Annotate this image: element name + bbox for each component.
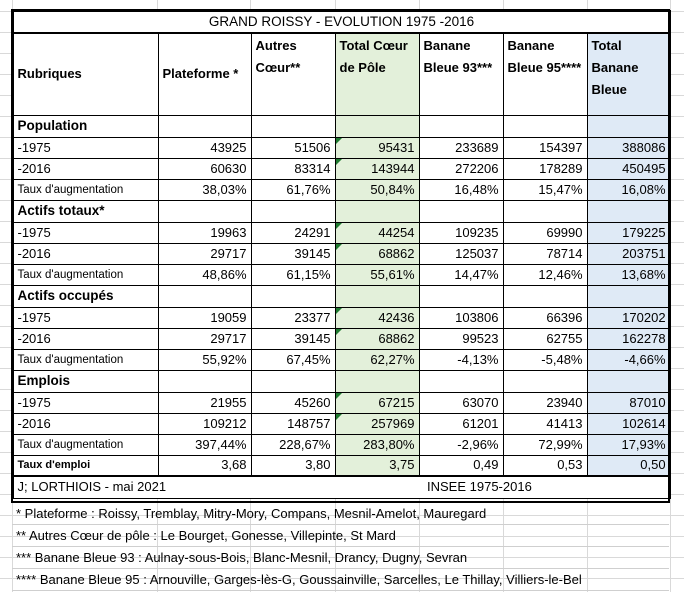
- empty-cell: [251, 285, 335, 307]
- header-row: [13, 33, 670, 115]
- empty-cell: [335, 115, 419, 137]
- row-label: -2016: [13, 413, 158, 434]
- value-cell: 72,99%: [503, 434, 587, 455]
- value-cell: 15,47%: [503, 179, 587, 200]
- value-cell: 29717: [158, 328, 251, 349]
- value-cell: 13,68%: [587, 264, 670, 285]
- empty-cell: [335, 200, 419, 222]
- value-cell: 24291: [251, 222, 335, 243]
- value-cell: -2,96%: [419, 434, 503, 455]
- empty-cell: [158, 370, 251, 392]
- table-row: [13, 434, 670, 455]
- value-cell: 3,75: [335, 455, 419, 476]
- value-cell: 17,93%: [587, 434, 670, 455]
- value-cell: 83314: [251, 158, 335, 179]
- value-cell: 148757: [251, 413, 335, 434]
- value-cell: 16,08%: [587, 179, 670, 200]
- section-label: Actifs totaux*: [13, 200, 158, 222]
- row-label: Taux d'augmentation: [13, 349, 158, 370]
- value-cell: 179225: [587, 222, 670, 243]
- table-row: [13, 307, 670, 328]
- row-label: -2016: [13, 243, 158, 264]
- value-cell: 61201: [419, 413, 503, 434]
- empty-cell: [158, 285, 251, 307]
- value-cell: 203751: [587, 243, 670, 264]
- table-row: [13, 179, 670, 200]
- table-row: [13, 349, 670, 370]
- value-cell: 109212: [158, 413, 251, 434]
- section-header-row: [13, 200, 670, 222]
- emploi-rate-row: [13, 455, 670, 476]
- empty-cell: [587, 285, 670, 307]
- footnote: ** Autres Cœur de pôle : Le Bourget, Gonesse, Villepinte, St Mard: [12, 525, 669, 547]
- value-cell: 61,76%: [251, 179, 335, 200]
- table-row: [13, 392, 670, 413]
- value-cell: 23940: [503, 392, 587, 413]
- table-row: [13, 328, 670, 349]
- formula-corner-mark: [336, 244, 342, 250]
- value-cell: 50,84%: [335, 179, 419, 200]
- row-label: -1975: [13, 392, 158, 413]
- table-row: [13, 243, 670, 264]
- row-label: -1975: [13, 222, 158, 243]
- footnote: **** Banane Bleue 95 : Arnouville, Garges-lès-G, Goussainville, Sarcelles, Le Thillay, Villiers-le-Bel: [12, 569, 669, 591]
- row-label: Taux d'augmentation: [13, 179, 158, 200]
- formula-corner-mark: [336, 329, 342, 335]
- empty-cell: [251, 200, 335, 222]
- value-cell: 69990: [503, 222, 587, 243]
- credit-row: [13, 476, 670, 498]
- value-cell: 12,46%: [503, 264, 587, 285]
- formula-corner-mark: [336, 223, 342, 229]
- column-header: Banane Bleue 93***: [419, 33, 503, 115]
- column-header: Autres Cœur**: [251, 33, 335, 115]
- table-row: [13, 264, 670, 285]
- table-title-row: [13, 11, 670, 33]
- value-cell: 23377: [251, 307, 335, 328]
- value-cell: 0,49: [419, 455, 503, 476]
- empty-cell: [419, 285, 503, 307]
- footnotes: [12, 503, 669, 591]
- value-cell: 63070: [419, 392, 503, 413]
- value-cell: 125037: [419, 243, 503, 264]
- value-cell: 109235: [419, 222, 503, 243]
- row-label: -1975: [13, 307, 158, 328]
- value-cell: 388086: [587, 137, 670, 158]
- value-cell: 68862: [335, 328, 419, 349]
- value-cell: 170202: [587, 307, 670, 328]
- empty-cell: [503, 370, 587, 392]
- section-header-row: [13, 115, 670, 137]
- empty-cell: [587, 115, 670, 137]
- empty-cell: [503, 200, 587, 222]
- empty-cell: [251, 370, 335, 392]
- value-cell: 60630: [158, 158, 251, 179]
- value-cell: 68862: [335, 243, 419, 264]
- value-cell: 257969: [335, 413, 419, 434]
- empty-cell: [419, 200, 503, 222]
- empty-cell: [158, 200, 251, 222]
- value-cell: 55,61%: [335, 264, 419, 285]
- table-title: GRAND ROISSY - EVOLUTION 1975 -2016: [13, 11, 670, 33]
- empty-cell: [251, 115, 335, 137]
- empty-cell: [587, 200, 670, 222]
- value-cell: 21955: [158, 392, 251, 413]
- value-cell: 62755: [503, 328, 587, 349]
- value-cell: 272206: [419, 158, 503, 179]
- value-cell: 283,80%: [335, 434, 419, 455]
- empty-cell: [335, 370, 419, 392]
- empty-cell: [503, 285, 587, 307]
- formula-corner-mark: [336, 393, 342, 399]
- value-cell: 67,45%: [251, 349, 335, 370]
- formula-corner-mark: [336, 159, 342, 165]
- column-header: Rubriques: [13, 33, 158, 115]
- row-label: -1975: [13, 137, 158, 158]
- value-cell: 0,50: [587, 455, 670, 476]
- value-cell: 19963: [158, 222, 251, 243]
- table-row: [13, 137, 670, 158]
- value-cell: 228,67%: [251, 434, 335, 455]
- value-cell: 51506: [251, 137, 335, 158]
- empty-cell: [158, 115, 251, 137]
- empty-cell: [419, 370, 503, 392]
- empty-cell: [419, 115, 503, 137]
- section-label: Actifs occupés: [13, 285, 158, 307]
- credit-source: INSEE 1975-2016: [419, 476, 670, 498]
- table-row: [13, 222, 670, 243]
- value-cell: 61,15%: [251, 264, 335, 285]
- value-cell: 44254: [335, 222, 419, 243]
- section-header-row: [13, 285, 670, 307]
- empty-cell: [587, 370, 670, 392]
- credit-author: J; LORTHIOIS - mai 2021: [13, 476, 419, 498]
- value-cell: 39145: [251, 243, 335, 264]
- formula-corner-mark: [336, 308, 342, 314]
- section-label: Population: [13, 115, 158, 137]
- column-header: Banane Bleue 95****: [503, 33, 587, 115]
- value-cell: 162278: [587, 328, 670, 349]
- value-cell: 67215: [335, 392, 419, 413]
- value-cell: 143944: [335, 158, 419, 179]
- value-cell: 19059: [158, 307, 251, 328]
- row-label: Taux d'augmentation: [13, 434, 158, 455]
- row-label: Taux d'emploi: [13, 455, 158, 476]
- value-cell: 78714: [503, 243, 587, 264]
- value-cell: 62,27%: [335, 349, 419, 370]
- value-cell: 450495: [587, 158, 670, 179]
- footnote: * Plateforme : Roissy, Tremblay, Mitry-Mory, Compans, Mesnil-Amelot, Mauregard: [12, 503, 669, 525]
- empty-cell: [503, 115, 587, 137]
- value-cell: -5,48%: [503, 349, 587, 370]
- value-cell: 87010: [587, 392, 670, 413]
- empty-cell: [335, 285, 419, 307]
- table-row: [13, 158, 670, 179]
- value-cell: 55,92%: [158, 349, 251, 370]
- value-cell: 48,86%: [158, 264, 251, 285]
- value-cell: 43925: [158, 137, 251, 158]
- value-cell: 397,44%: [158, 434, 251, 455]
- value-cell: 95431: [335, 137, 419, 158]
- data-table: [12, 10, 671, 499]
- value-cell: 233689: [419, 137, 503, 158]
- table-row: [13, 413, 670, 434]
- column-header: Total Banane Bleue: [587, 33, 670, 115]
- value-cell: 3,80: [251, 455, 335, 476]
- value-cell: 99523: [419, 328, 503, 349]
- value-cell: 29717: [158, 243, 251, 264]
- value-cell: 45260: [251, 392, 335, 413]
- row-label: -2016: [13, 328, 158, 349]
- section-header-row: [13, 370, 670, 392]
- column-header: Total Cœur de Pôle: [335, 33, 419, 115]
- row-label: -2016: [13, 158, 158, 179]
- row-label: Taux d'augmentation: [13, 264, 158, 285]
- value-cell: 39145: [251, 328, 335, 349]
- section-label: Emplois: [13, 370, 158, 392]
- value-cell: 178289: [503, 158, 587, 179]
- value-cell: 16,48%: [419, 179, 503, 200]
- value-cell: 103806: [419, 307, 503, 328]
- value-cell: 66396: [503, 307, 587, 328]
- formula-corner-mark: [336, 414, 342, 420]
- value-cell: -4,13%: [419, 349, 503, 370]
- column-header: Plateforme *: [158, 33, 251, 115]
- value-cell: 38,03%: [158, 179, 251, 200]
- formula-corner-mark: [336, 138, 342, 144]
- footnote: *** Banane Bleue 93 : Aulnay-sous-Bois, Blanc-Mesnil, Drancy, Dugny, Sevran: [12, 547, 669, 569]
- value-cell: 154397: [503, 137, 587, 158]
- value-cell: -4,66%: [587, 349, 670, 370]
- value-cell: 102614: [587, 413, 670, 434]
- value-cell: 41413: [503, 413, 587, 434]
- value-cell: 42436: [335, 307, 419, 328]
- value-cell: 14,47%: [419, 264, 503, 285]
- value-cell: 3,68: [158, 455, 251, 476]
- value-cell: 0,53: [503, 455, 587, 476]
